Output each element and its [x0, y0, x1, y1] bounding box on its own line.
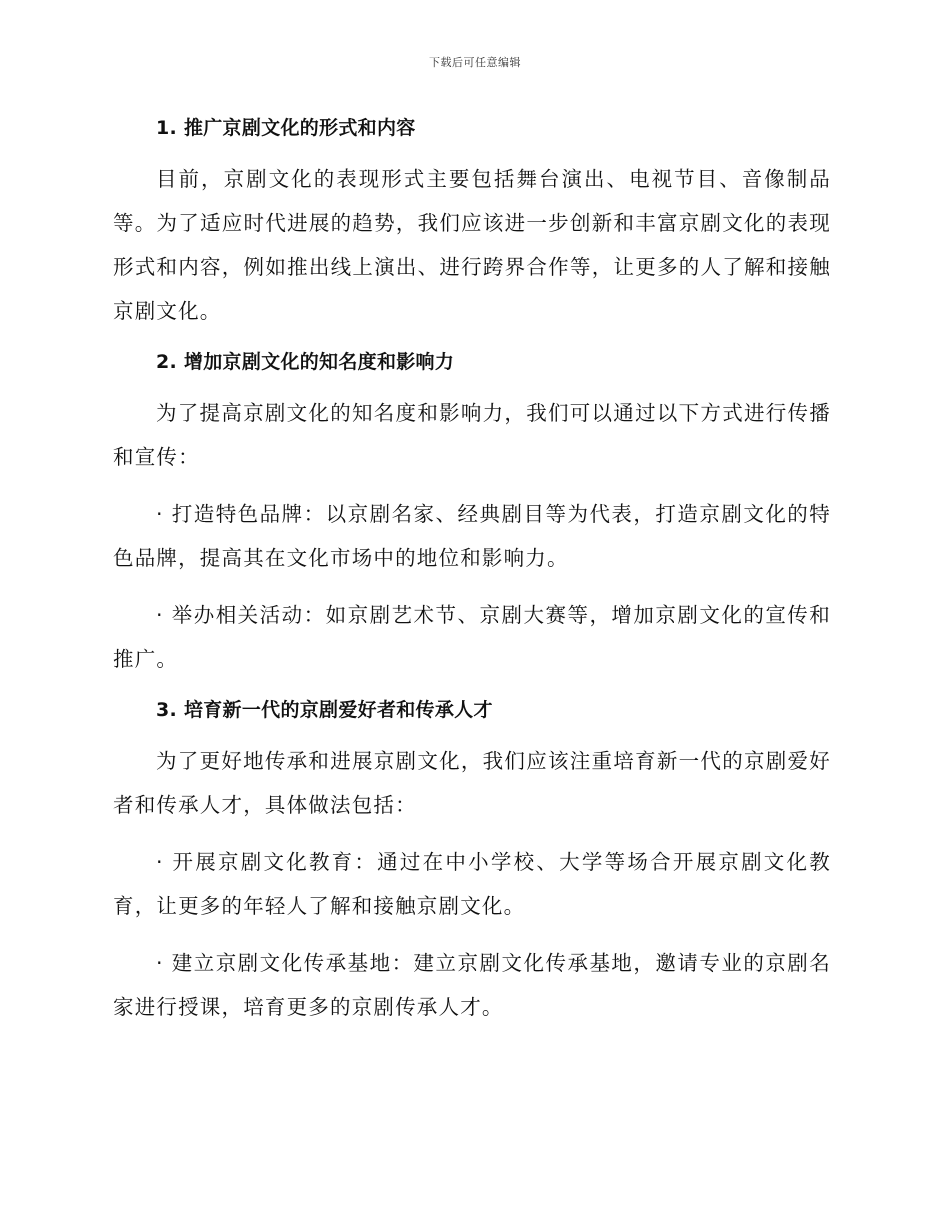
section-2-paragraph: 为了提高京剧文化的知名度和影响力，我们可以通过以下方式进行传播和宣传：	[113, 401, 831, 469]
document-body	[113, 112, 831, 1029]
section-3-heading: 3. 培育新一代的京剧爱好者和传承人才	[156, 699, 493, 721]
section-2-bullet-1: · 打造特色品牌：以京剧名家、经典剧目等为代表，打造京剧文化的特色品牌，提高其在文化市场中的地位和影响力。	[113, 502, 831, 570]
section-2-bullet-2: · 举办相关活动：如京剧艺术节、京剧大赛等，增加京剧文化的宣传和推广。	[113, 603, 831, 671]
section-3-bullet-2: · 建立京剧文化传承基地：建立京剧文化传承基地，邀请专业的京剧名家进行授课，培育更多的京剧传承人才。	[113, 951, 831, 1019]
section-1-heading: 1. 推广京剧文化的形式和内容	[156, 117, 416, 139]
section-1-paragraph: 目前，京剧文化的表现形式主要包括舞台演出、电视节目、音像制品等。为了适应时代进展的趋势，我们应该进一步创新和丰富京剧文化的表现形式和内容，例如推出线上演出、进行跨界合作等，让更多的人了解和接触京剧文化。	[113, 167, 831, 323]
section-3-paragraph: 为了更好地传承和进展京剧文化，我们应该注重培育新一代的京剧爱好者和传承人才，具体做法包括：	[113, 749, 831, 817]
section-3-bullet-1: · 开展京剧文化教育：通过在中小学校、大学等场合开展京剧文化教育，让更多的年轻人了解和接触京剧文化。	[113, 850, 831, 918]
page-header-note: 下载后可任意编辑	[429, 56, 521, 69]
section-2-heading: 2. 增加京剧文化的知名度和影响力	[156, 351, 455, 373]
